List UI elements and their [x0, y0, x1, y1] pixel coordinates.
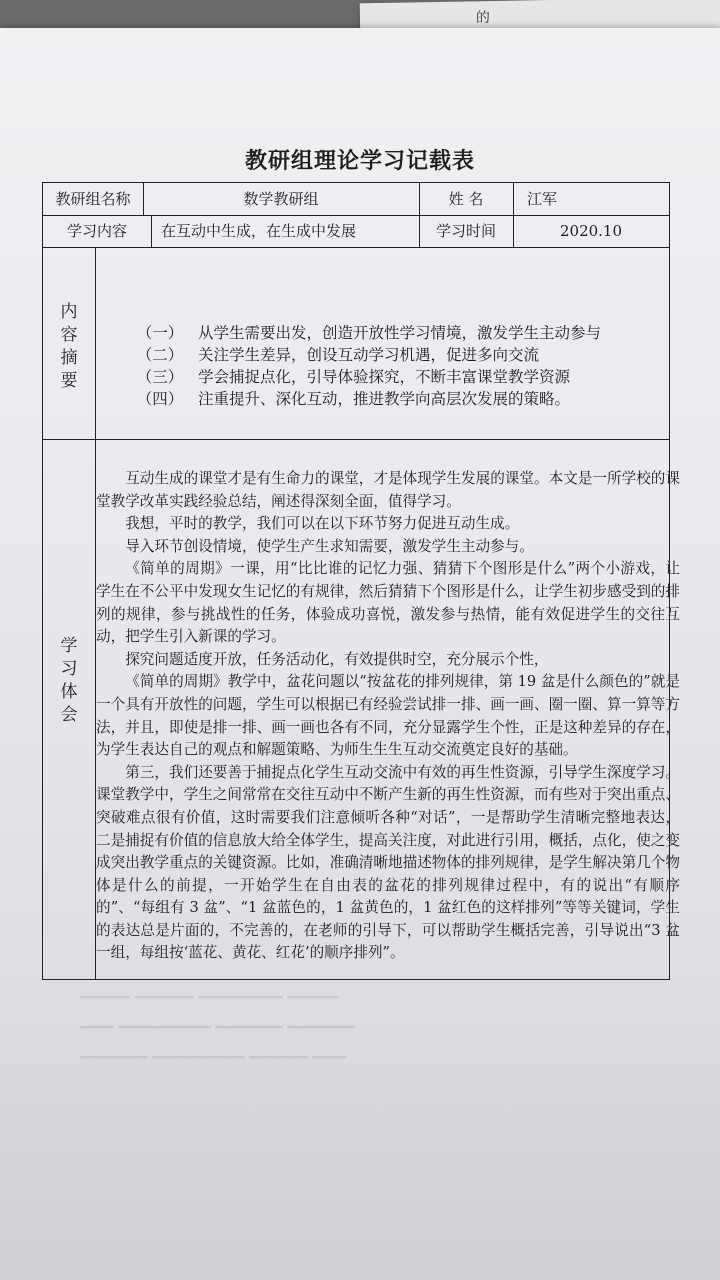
name-value: 江军 [527, 190, 558, 208]
time-label: 学习时间 [435, 222, 496, 240]
name-label: 姓 名 [448, 190, 484, 208]
bleed-through-text: ━━━━━━ ━━━━━━━ ━━━━━━━━━━ ━━━━━━ [80, 990, 338, 1006]
abstract-item-text: 关注学生差异，创设互动学习机遇，促进多向交流 [198, 346, 540, 364]
experience-label: 学 习 体 会 [60, 636, 78, 725]
content-value: 在互动中生成，在生成中发展 [161, 222, 357, 240]
abstract-item [130, 388, 670, 410]
background-sheet-text: 的 [475, 10, 491, 27]
bleed-through-text: ━━━━━━━━ ━━━━━━━━━━━ ━━━━━━━ ━━━━ [80, 1050, 347, 1066]
row-divider [43, 247, 669, 248]
group-name-label: 教研组名称 [55, 190, 131, 208]
abstract-item-text: 学会捕捉点化，引导体验探究，不断丰富课堂教学资源 [198, 368, 571, 386]
abstract-item-number: （三） [136, 368, 184, 386]
abstract-item-number: （四） [136, 390, 184, 408]
abstract-item [130, 366, 670, 388]
abstract-item-number: （二） [136, 346, 184, 364]
abstract-item-text: 注重提升、深化互动，推进教学向高层次发展的策略。 [198, 390, 571, 408]
abstract-item [130, 344, 670, 366]
document-page [0, 28, 720, 1280]
experience-paragraph: 《简单的周期》一课，用“比比谁的记忆力强、猜猜下个图形是什么”两个小游戏，让学生在不公平中发现女生记忆的有规律，然后猜猜下个图形是什么，让学生初步感受到的排列的规律，参与挑战性的任务，体验成功喜悦，激发参与热情，能有效促进学生的交往互动，把学生引入新课的学习。 [96, 560, 680, 646]
experience-paragraph: 探究问题适度开放，任务活动化，有效提供时空，充分展示个性， [125, 650, 549, 668]
experience-paragraph: 互动生成的课堂才是有生命力的课堂，才是体现学生发展的课堂。本文是一所学校的课堂教学改革实践经验总结，阐述得深刻全面，值得学习。 [96, 470, 680, 510]
experience-paragraph: 我想，平时的教学，我们可以在以下环节努力促进互动生成。 [125, 515, 520, 533]
experience-paragraph: 导入环节创设情境，使学生产生求知需要，激发学生主动参与。 [125, 537, 534, 555]
abstract-list [130, 322, 670, 410]
experience-body [96, 468, 680, 965]
experience-paragraph: 《简单的周期》教学中，盆花问题以“按盆花的排列规律，第 19 盆是什么颜色的”就是一个具有开放性的问题，学生可以根据已有经验尝试排一排、画一画、圈一圈、算一算等方法，并且，即使是排一排、画一画也各有不同，充分显露学生个性，正是这种差异的存在，为学生表达自己的观点和解题策略、为师生生生互动交流奠定良好的基础。 [96, 673, 680, 759]
abstract-item-text: 从学生需要出发，创造开放性学习情境，激发学生主动参与 [198, 324, 602, 342]
abstract-item [130, 322, 670, 344]
group-name-value: 数学教研组 [243, 190, 319, 208]
bleed-through-text: ━━━━ ━━━━━━━━━━━ ━━━━━━━━ ━━━━━━━━ [80, 1020, 355, 1036]
abstract-item-number: （一） [136, 324, 184, 342]
document-title: 教研组理论学习记载表 [244, 148, 475, 174]
abstract-label: 内 容 摘 要 [60, 302, 78, 391]
content-label: 学习内容 [66, 222, 127, 240]
experience-paragraph: 第三，我们还要善于捕捉点化学生互动交流中有效的再生性资源，引导学生深度学习。课堂教学中，学生之间常常在交往互动中不断产生新的再生性资源，而有些对于突出重点、突破难点很有价值，这时需要我们注意倾听各种“对话”，一是帮助学生清晰完整地表达，二是捕捉有价值的信息放大给全体学生，提高关注度，对此进行引用，概括，点化，使之变成突出教学重点的关键资源。比如，准确清晰地描述物体的排列规律，是学生解决第几个物体是什么的前提，一开始学生在自由表的盆花的排列规律过程中，有的说出“有顺序的”、“每组有 3 盆”、“1 盆蓝色的，1 盆黄色的，1 盆红色的这样排列”等等关键词，学生的表达总是片面的，不完善的，在老师的引导下，可以帮助学生概括完善，引导说出“3 盆一组，每组按‘蓝花、黄花、红花’的顺序排列”。 [96, 763, 680, 962]
time-value: 2020.10 [559, 222, 623, 240]
row-divider [43, 439, 669, 440]
